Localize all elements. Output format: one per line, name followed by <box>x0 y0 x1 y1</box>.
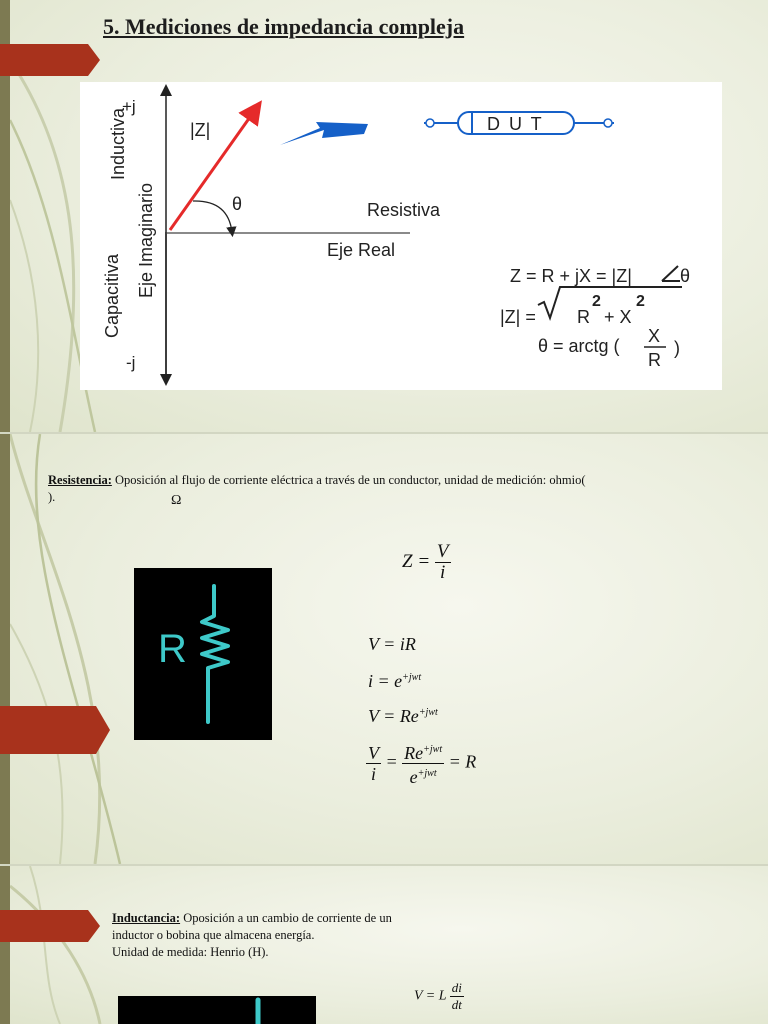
impedance-diagram <box>80 82 722 390</box>
omega-symbol: Ω <box>171 493 182 508</box>
resistance-definition <box>48 472 688 506</box>
slide-title: 5. Mediciones de impedancia compleja <box>103 14 465 39</box>
slide-tab-marker <box>0 910 100 942</box>
slide-resistencia <box>0 434 768 864</box>
pointer-arrow <box>280 122 368 145</box>
equation-magnitude-r: R <box>577 307 590 327</box>
equation-r-exp: 2 <box>592 293 601 310</box>
eje-imaginario-label: Eje Imaginario <box>136 182 156 298</box>
theta-arc <box>193 201 232 232</box>
eje-real-label: Eje Real <box>327 240 396 260</box>
resistance-term: Resistencia: <box>48 473 112 487</box>
equation-z: Z = R + jX = |Z| <box>510 266 632 286</box>
equation-magnitude-left: |Z| = <box>500 307 536 327</box>
left-accent-bar <box>0 866 10 1024</box>
z-magnitude-label: |Z| <box>190 120 211 140</box>
inductance-term: Inductancia: <box>112 911 181 925</box>
equation-theta-right: ) <box>674 338 680 358</box>
equation-theta-left: θ = arctg ( <box>538 336 620 356</box>
equation-theta-num: X <box>648 326 661 346</box>
equation-magnitude-x: + X <box>604 307 632 327</box>
impedance-vector <box>170 110 255 230</box>
equation-v-ldi-dt: V = L $\frac{di}{dt}$ <box>414 980 462 1012</box>
inductance-definition: Inductancia: Oposición a un cambio de corriente de un inductor o bobina que almacena energía. Unidad de medida: Henrio (H). <box>112 911 392 959</box>
capacitiva-label: Capacitiva <box>102 253 122 338</box>
equation-theta-den: R <box>648 350 661 370</box>
slide-inductancia <box>0 866 768 1024</box>
theta-label: θ <box>232 194 243 214</box>
equation-v-ir: V = iR <box>368 634 416 654</box>
slide-tab-marker <box>0 706 110 754</box>
resistor-r-label: R <box>158 627 187 671</box>
left-accent-bar <box>0 434 10 864</box>
slide-impedance <box>0 0 768 432</box>
inductor-image <box>118 996 316 1024</box>
dut-label: D U T <box>487 114 544 134</box>
equation-z-vi: Z = $\frac{V}{i}$ <box>402 541 449 583</box>
minus-j-label: -j <box>126 353 136 372</box>
equation-v-exp: $V = Re^{+jwt}$ <box>368 706 438 726</box>
inductiva-label: Inductiva <box>108 107 128 180</box>
resistance-text-end: ). <box>48 490 56 504</box>
angle-symbol <box>662 266 680 281</box>
equation-x-exp: 2 <box>636 293 645 310</box>
resistiva-label: Resistiva <box>367 200 441 220</box>
resistor-image <box>134 568 272 740</box>
resistance-text: Oposición al flujo de corriente eléctrica a través de un conductor, unidad de medición: ohmio( <box>111 473 586 487</box>
equation-z-angle: θ <box>680 266 691 286</box>
equation-i-exp: $i = e^{+jwt}$ <box>368 671 422 691</box>
equation-v-over-i: $\frac{V}{i}$ = $\frac{Re^{+jwt}}{e^{+jwt}}$ = R <box>366 740 476 787</box>
slide-tab-marker <box>0 44 100 76</box>
plus-j-label: +j <box>122 97 136 116</box>
